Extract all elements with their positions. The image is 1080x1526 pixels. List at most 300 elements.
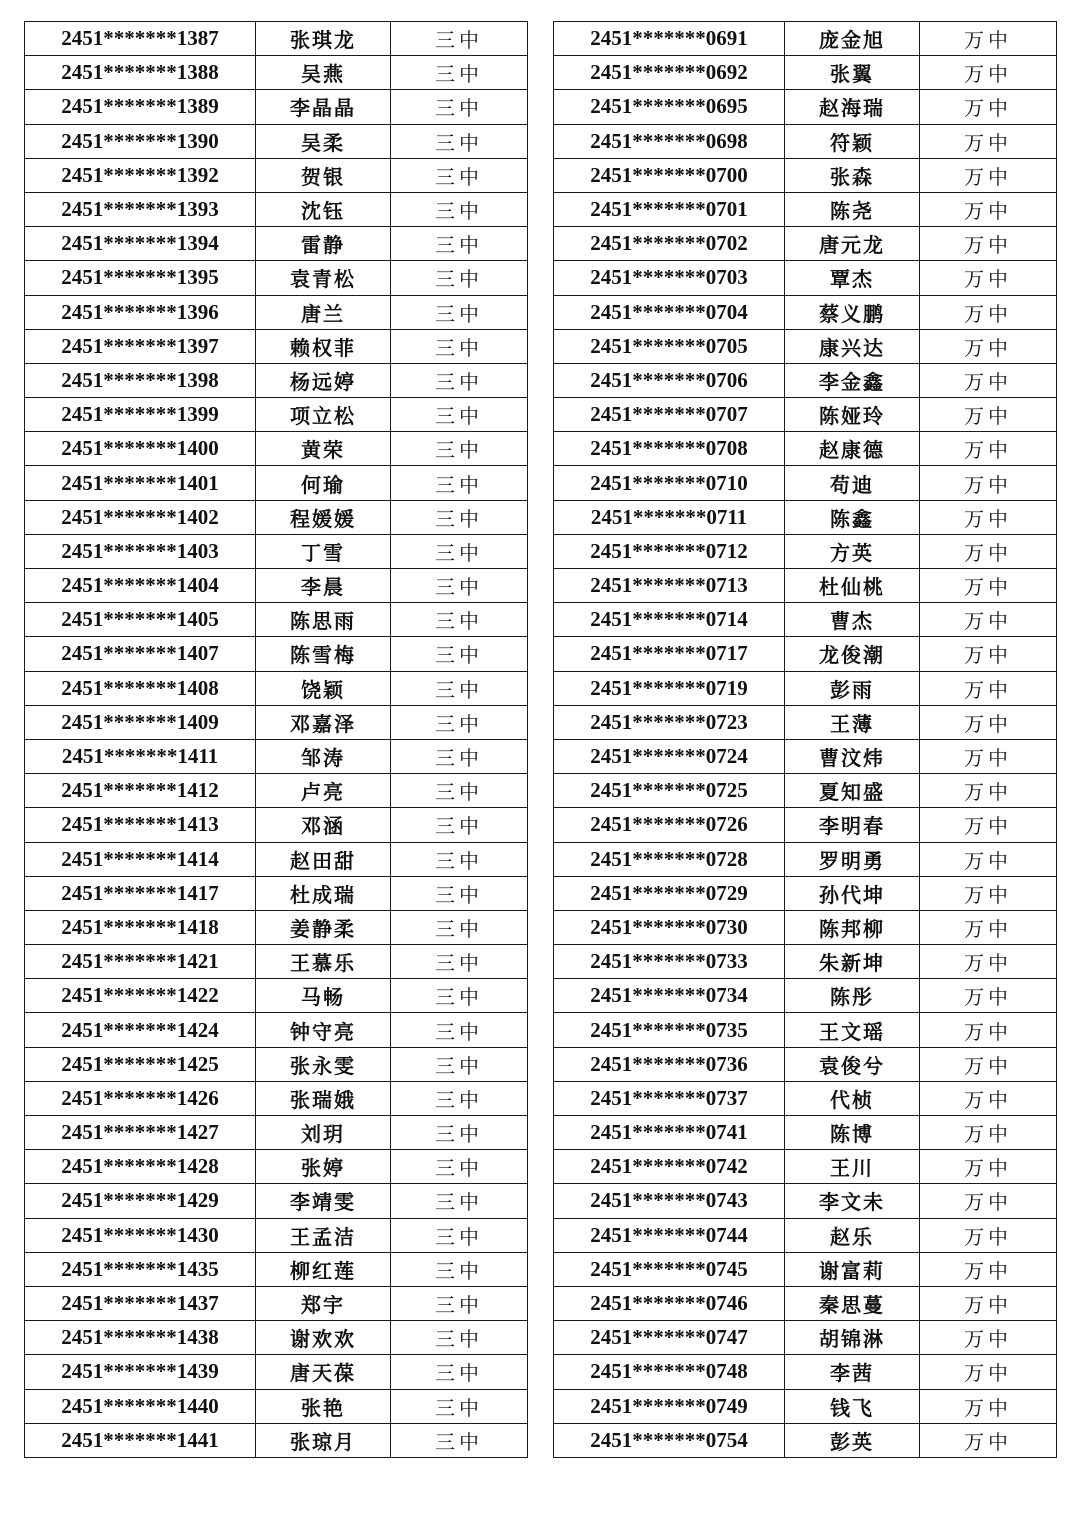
school-cell: 万中 bbox=[920, 295, 1057, 329]
student-name-cell: 胡锦淋 bbox=[785, 1321, 920, 1355]
student-name-cell: 张婷 bbox=[256, 1150, 391, 1184]
school-cell: 三中 bbox=[391, 1321, 528, 1355]
table-row bbox=[554, 1321, 1057, 1355]
school-cell: 万中 bbox=[920, 398, 1057, 432]
table-row bbox=[554, 158, 1057, 192]
student-name-cell: 谢富莉 bbox=[785, 1252, 920, 1286]
student-name-cell: 王慕乐 bbox=[256, 945, 391, 979]
student-name-cell: 曹杰 bbox=[785, 603, 920, 637]
student-id-cell: 2451*******1392 bbox=[25, 158, 256, 192]
student-name-cell: 杨远婷 bbox=[256, 363, 391, 397]
student-name-cell: 李晶晶 bbox=[256, 90, 391, 124]
student-id-cell: 2451*******1439 bbox=[25, 1355, 256, 1389]
student-id-cell: 2451*******1401 bbox=[25, 466, 256, 500]
school-cell: 三中 bbox=[391, 1116, 528, 1150]
student-id-cell: 2451*******0717 bbox=[554, 637, 785, 671]
student-id-cell: 2451*******0706 bbox=[554, 363, 785, 397]
student-id-cell: 2451*******0714 bbox=[554, 603, 785, 637]
school-cell: 三中 bbox=[391, 637, 528, 671]
school-cell: 万中 bbox=[920, 1355, 1057, 1389]
student-id-cell: 2451*******1414 bbox=[25, 842, 256, 876]
table-row bbox=[25, 739, 528, 773]
school-cell: 万中 bbox=[920, 603, 1057, 637]
student-name-cell: 陈彤 bbox=[785, 979, 920, 1013]
school-cell: 万中 bbox=[920, 1423, 1057, 1457]
student-table-right-body bbox=[554, 22, 1057, 1458]
student-name-cell: 姜静柔 bbox=[256, 910, 391, 944]
table-row bbox=[25, 637, 528, 671]
school-cell: 万中 bbox=[920, 774, 1057, 808]
student-id-cell: 2451*******0745 bbox=[554, 1252, 785, 1286]
student-id-cell: 2451*******1421 bbox=[25, 945, 256, 979]
student-name-cell: 张琪龙 bbox=[256, 22, 391, 56]
school-cell: 三中 bbox=[391, 671, 528, 705]
school-cell: 万中 bbox=[920, 1321, 1057, 1355]
school-cell: 万中 bbox=[920, 1286, 1057, 1320]
student-name-cell: 唐元龙 bbox=[785, 227, 920, 261]
student-name-cell: 庞金旭 bbox=[785, 22, 920, 56]
student-name-cell: 曹汶炜 bbox=[785, 739, 920, 773]
table-row bbox=[554, 705, 1057, 739]
school-cell: 三中 bbox=[391, 1184, 528, 1218]
student-id-cell: 2451*******0736 bbox=[554, 1047, 785, 1081]
school-cell: 万中 bbox=[920, 22, 1057, 56]
student-name-cell: 杜成瑞 bbox=[256, 876, 391, 910]
table-row bbox=[25, 808, 528, 842]
school-cell: 万中 bbox=[920, 124, 1057, 158]
school-cell: 三中 bbox=[391, 22, 528, 56]
table-row bbox=[554, 979, 1057, 1013]
student-id-cell: 2451*******1388 bbox=[25, 56, 256, 90]
student-id-cell: 2451*******0725 bbox=[554, 774, 785, 808]
school-cell: 三中 bbox=[391, 1389, 528, 1423]
school-cell: 万中 bbox=[920, 876, 1057, 910]
table-row bbox=[25, 1423, 528, 1457]
table-row bbox=[554, 945, 1057, 979]
student-name-cell: 袁俊兮 bbox=[785, 1047, 920, 1081]
student-name-cell: 何瑜 bbox=[256, 466, 391, 500]
table-row bbox=[25, 705, 528, 739]
student-name-cell: 王文瑶 bbox=[785, 1013, 920, 1047]
student-name-cell: 刘玥 bbox=[256, 1116, 391, 1150]
student-name-cell: 蔡义鹏 bbox=[785, 295, 920, 329]
student-table-left bbox=[24, 21, 528, 1458]
student-id-cell: 2451*******0733 bbox=[554, 945, 785, 979]
school-cell: 万中 bbox=[920, 569, 1057, 603]
table-row bbox=[554, 1047, 1057, 1081]
table-row bbox=[25, 945, 528, 979]
student-id-cell: 2451*******1428 bbox=[25, 1150, 256, 1184]
table-row bbox=[25, 603, 528, 637]
student-id-cell: 2451*******0748 bbox=[554, 1355, 785, 1389]
table-row bbox=[25, 227, 528, 261]
student-name-cell: 赵海瑞 bbox=[785, 90, 920, 124]
student-name-cell: 王孟洁 bbox=[256, 1218, 391, 1252]
student-name-cell: 李金鑫 bbox=[785, 363, 920, 397]
student-id-cell: 2451*******0729 bbox=[554, 876, 785, 910]
student-name-cell: 李文未 bbox=[785, 1184, 920, 1218]
school-cell: 万中 bbox=[920, 671, 1057, 705]
student-id-cell: 2451*******1435 bbox=[25, 1252, 256, 1286]
student-name-cell: 李明春 bbox=[785, 808, 920, 842]
student-name-cell: 陈鑫 bbox=[785, 500, 920, 534]
school-cell: 三中 bbox=[391, 842, 528, 876]
student-name-cell: 邓嘉泽 bbox=[256, 705, 391, 739]
table-row bbox=[25, 22, 528, 56]
school-cell: 万中 bbox=[920, 808, 1057, 842]
table-row bbox=[554, 1218, 1057, 1252]
table-row bbox=[554, 1389, 1057, 1423]
student-id-cell: 2451*******1413 bbox=[25, 808, 256, 842]
table-row bbox=[25, 1116, 528, 1150]
student-id-cell: 2451*******1397 bbox=[25, 329, 256, 363]
school-cell: 万中 bbox=[920, 1081, 1057, 1115]
table-row bbox=[25, 774, 528, 808]
school-cell: 万中 bbox=[920, 466, 1057, 500]
student-id-cell: 2451*******0708 bbox=[554, 432, 785, 466]
school-cell: 万中 bbox=[920, 261, 1057, 295]
table-row bbox=[554, 1184, 1057, 1218]
table-row bbox=[25, 1355, 528, 1389]
student-id-cell: 2451*******0701 bbox=[554, 192, 785, 226]
school-cell: 三中 bbox=[391, 1150, 528, 1184]
school-cell: 三中 bbox=[391, 1081, 528, 1115]
student-id-cell: 2451*******0730 bbox=[554, 910, 785, 944]
student-id-cell: 2451*******1393 bbox=[25, 192, 256, 226]
school-cell: 三中 bbox=[391, 1252, 528, 1286]
school-cell: 万中 bbox=[920, 1218, 1057, 1252]
student-name-cell: 罗明勇 bbox=[785, 842, 920, 876]
student-name-cell: 赵康德 bbox=[785, 432, 920, 466]
student-name-cell: 钟守亮 bbox=[256, 1013, 391, 1047]
student-id-cell: 2451*******1395 bbox=[25, 261, 256, 295]
school-cell: 三中 bbox=[391, 1286, 528, 1320]
student-name-cell: 袁青松 bbox=[256, 261, 391, 295]
student-id-cell: 2451*******1387 bbox=[25, 22, 256, 56]
table-row bbox=[554, 534, 1057, 568]
table-row bbox=[25, 398, 528, 432]
school-cell: 三中 bbox=[391, 432, 528, 466]
school-cell: 三中 bbox=[391, 1423, 528, 1457]
school-cell: 万中 bbox=[920, 500, 1057, 534]
student-id-cell: 2451*******1405 bbox=[25, 603, 256, 637]
school-cell: 三中 bbox=[391, 158, 528, 192]
table-row bbox=[25, 1184, 528, 1218]
student-id-cell: 2451*******1390 bbox=[25, 124, 256, 158]
student-table-right bbox=[553, 21, 1057, 1458]
student-name-cell: 秦思蔓 bbox=[785, 1286, 920, 1320]
student-id-cell: 2451*******0713 bbox=[554, 569, 785, 603]
student-name-cell: 赵乐 bbox=[785, 1218, 920, 1252]
table-row bbox=[25, 500, 528, 534]
student-name-cell: 张翼 bbox=[785, 56, 920, 90]
table-row bbox=[554, 876, 1057, 910]
student-id-cell: 2451*******0728 bbox=[554, 842, 785, 876]
table-row bbox=[554, 363, 1057, 397]
table-row bbox=[554, 1355, 1057, 1389]
student-name-cell: 吴燕 bbox=[256, 56, 391, 90]
table-row bbox=[25, 842, 528, 876]
student-id-cell: 2451*******1418 bbox=[25, 910, 256, 944]
student-id-cell: 2451*******1403 bbox=[25, 534, 256, 568]
student-name-cell: 陈邦柳 bbox=[785, 910, 920, 944]
school-cell: 三中 bbox=[391, 534, 528, 568]
school-cell: 三中 bbox=[391, 739, 528, 773]
table-row bbox=[25, 466, 528, 500]
student-id-cell: 2451*******1396 bbox=[25, 295, 256, 329]
student-id-cell: 2451*******1407 bbox=[25, 637, 256, 671]
student-id-cell: 2451*******1424 bbox=[25, 1013, 256, 1047]
student-name-cell: 项立松 bbox=[256, 398, 391, 432]
student-name-cell: 邹涛 bbox=[256, 739, 391, 773]
school-cell: 万中 bbox=[920, 329, 1057, 363]
student-name-cell: 张森 bbox=[785, 158, 920, 192]
table-row bbox=[554, 910, 1057, 944]
table-row bbox=[25, 876, 528, 910]
table-row bbox=[25, 124, 528, 158]
table-row bbox=[25, 1047, 528, 1081]
table-row bbox=[25, 1218, 528, 1252]
table-row bbox=[554, 569, 1057, 603]
student-name-cell: 郑宇 bbox=[256, 1286, 391, 1320]
student-name-cell: 沈钰 bbox=[256, 192, 391, 226]
table-row bbox=[554, 432, 1057, 466]
student-id-cell: 2451*******0743 bbox=[554, 1184, 785, 1218]
school-cell: 三中 bbox=[391, 500, 528, 534]
table-row bbox=[25, 432, 528, 466]
table-row bbox=[554, 466, 1057, 500]
student-id-cell: 2451*******0741 bbox=[554, 1116, 785, 1150]
school-cell: 三中 bbox=[391, 295, 528, 329]
student-id-cell: 2451*******1426 bbox=[25, 1081, 256, 1115]
student-name-cell: 张瑞娥 bbox=[256, 1081, 391, 1115]
student-name-cell: 陈思雨 bbox=[256, 603, 391, 637]
student-id-cell: 2451*******1441 bbox=[25, 1423, 256, 1457]
student-id-cell: 2451*******0711 bbox=[554, 500, 785, 534]
school-cell: 三中 bbox=[391, 1013, 528, 1047]
school-cell: 万中 bbox=[920, 192, 1057, 226]
school-cell: 三中 bbox=[391, 124, 528, 158]
student-name-cell: 方英 bbox=[785, 534, 920, 568]
school-cell: 三中 bbox=[391, 774, 528, 808]
student-id-cell: 2451*******1389 bbox=[25, 90, 256, 124]
student-name-cell: 陈娅玲 bbox=[785, 398, 920, 432]
table-row bbox=[554, 808, 1057, 842]
student-name-cell: 彭雨 bbox=[785, 671, 920, 705]
school-cell: 万中 bbox=[920, 1013, 1057, 1047]
student-name-cell: 符颖 bbox=[785, 124, 920, 158]
student-id-cell: 2451*******0726 bbox=[554, 808, 785, 842]
student-id-cell: 2451*******0691 bbox=[554, 22, 785, 56]
student-id-cell: 2451*******1425 bbox=[25, 1047, 256, 1081]
table-row bbox=[554, 398, 1057, 432]
school-cell: 万中 bbox=[920, 842, 1057, 876]
school-cell: 万中 bbox=[920, 158, 1057, 192]
student-id-cell: 2451*******1400 bbox=[25, 432, 256, 466]
school-cell: 万中 bbox=[920, 945, 1057, 979]
student-name-cell: 代桢 bbox=[785, 1081, 920, 1115]
student-id-cell: 2451*******0723 bbox=[554, 705, 785, 739]
student-name-cell: 柳红莲 bbox=[256, 1252, 391, 1286]
school-cell: 万中 bbox=[920, 1150, 1057, 1184]
table-row bbox=[25, 910, 528, 944]
student-name-cell: 李靖雯 bbox=[256, 1184, 391, 1218]
table-row bbox=[554, 739, 1057, 773]
student-name-cell: 李晨 bbox=[256, 569, 391, 603]
student-id-cell: 2451*******0692 bbox=[554, 56, 785, 90]
student-name-cell: 孙代坤 bbox=[785, 876, 920, 910]
student-name-cell: 夏知盛 bbox=[785, 774, 920, 808]
school-cell: 万中 bbox=[920, 432, 1057, 466]
table-row bbox=[25, 1389, 528, 1423]
student-id-cell: 2451*******0749 bbox=[554, 1389, 785, 1423]
school-cell: 三中 bbox=[391, 1218, 528, 1252]
student-name-cell: 李茜 bbox=[785, 1355, 920, 1389]
student-name-cell: 钱飞 bbox=[785, 1389, 920, 1423]
school-cell: 三中 bbox=[391, 398, 528, 432]
student-name-cell: 覃杰 bbox=[785, 261, 920, 295]
student-id-cell: 2451*******0754 bbox=[554, 1423, 785, 1457]
student-name-cell: 饶颖 bbox=[256, 671, 391, 705]
table-row bbox=[25, 1321, 528, 1355]
student-name-cell: 王薄 bbox=[785, 705, 920, 739]
student-id-cell: 2451*******1430 bbox=[25, 1218, 256, 1252]
table-row bbox=[554, 1252, 1057, 1286]
student-name-cell: 雷静 bbox=[256, 227, 391, 261]
table-row bbox=[554, 295, 1057, 329]
table-row bbox=[25, 1252, 528, 1286]
school-cell: 三中 bbox=[391, 705, 528, 739]
table-row bbox=[25, 1286, 528, 1320]
student-id-cell: 2451*******1394 bbox=[25, 227, 256, 261]
school-cell: 三中 bbox=[391, 261, 528, 295]
school-cell: 万中 bbox=[920, 1389, 1057, 1423]
school-cell: 三中 bbox=[391, 979, 528, 1013]
student-id-cell: 2451*******0734 bbox=[554, 979, 785, 1013]
table-row bbox=[25, 1081, 528, 1115]
student-id-cell: 2451*******0710 bbox=[554, 466, 785, 500]
table-row bbox=[554, 90, 1057, 124]
student-id-cell: 2451*******1402 bbox=[25, 500, 256, 534]
table-row bbox=[554, 56, 1057, 90]
school-cell: 三中 bbox=[391, 603, 528, 637]
student-id-cell: 2451*******0747 bbox=[554, 1321, 785, 1355]
school-cell: 三中 bbox=[391, 192, 528, 226]
school-cell: 三中 bbox=[391, 90, 528, 124]
student-id-cell: 2451*******1427 bbox=[25, 1116, 256, 1150]
school-cell: 三中 bbox=[391, 1047, 528, 1081]
student-id-cell: 2451*******0705 bbox=[554, 329, 785, 363]
table-row bbox=[554, 603, 1057, 637]
student-name-cell: 吴柔 bbox=[256, 124, 391, 158]
student-id-cell: 2451*******1429 bbox=[25, 1184, 256, 1218]
student-name-cell: 陈雪梅 bbox=[256, 637, 391, 671]
student-id-cell: 2451*******0744 bbox=[554, 1218, 785, 1252]
table-row bbox=[25, 192, 528, 226]
student-id-cell: 2451*******0704 bbox=[554, 295, 785, 329]
student-id-cell: 2451*******0702 bbox=[554, 227, 785, 261]
table-row bbox=[554, 22, 1057, 56]
student-name-cell: 朱新坤 bbox=[785, 945, 920, 979]
table-row bbox=[554, 1081, 1057, 1115]
school-cell: 万中 bbox=[920, 979, 1057, 1013]
school-cell: 万中 bbox=[920, 534, 1057, 568]
table-row bbox=[25, 569, 528, 603]
student-name-cell: 唐兰 bbox=[256, 295, 391, 329]
school-cell: 万中 bbox=[920, 1252, 1057, 1286]
table-row bbox=[554, 124, 1057, 158]
school-cell: 万中 bbox=[920, 363, 1057, 397]
table-row bbox=[554, 192, 1057, 226]
student-id-cell: 2451*******0737 bbox=[554, 1081, 785, 1115]
school-cell: 万中 bbox=[920, 1184, 1057, 1218]
student-id-cell: 2451*******1411 bbox=[25, 739, 256, 773]
school-cell: 万中 bbox=[920, 637, 1057, 671]
student-name-cell: 卢亮 bbox=[256, 774, 391, 808]
student-name-cell: 王川 bbox=[785, 1150, 920, 1184]
school-cell: 万中 bbox=[920, 910, 1057, 944]
school-cell: 万中 bbox=[920, 739, 1057, 773]
student-id-cell: 2451*******0719 bbox=[554, 671, 785, 705]
student-name-cell: 陈尧 bbox=[785, 192, 920, 226]
table-row bbox=[554, 774, 1057, 808]
table-row bbox=[554, 227, 1057, 261]
student-id-cell: 2451*******1417 bbox=[25, 876, 256, 910]
student-name-cell: 谢欢欢 bbox=[256, 1321, 391, 1355]
school-cell: 万中 bbox=[920, 56, 1057, 90]
student-id-cell: 2451*******1404 bbox=[25, 569, 256, 603]
table-row bbox=[25, 1013, 528, 1047]
student-id-cell: 2451*******0724 bbox=[554, 739, 785, 773]
table-row bbox=[554, 842, 1057, 876]
table-row bbox=[554, 1013, 1057, 1047]
student-id-cell: 2451*******1438 bbox=[25, 1321, 256, 1355]
student-name-cell: 程媛媛 bbox=[256, 500, 391, 534]
school-cell: 万中 bbox=[920, 705, 1057, 739]
table-row bbox=[25, 979, 528, 1013]
student-name-cell: 彭英 bbox=[785, 1423, 920, 1457]
school-cell: 三中 bbox=[391, 876, 528, 910]
school-cell: 三中 bbox=[391, 808, 528, 842]
student-name-cell: 陈博 bbox=[785, 1116, 920, 1150]
table-row bbox=[554, 637, 1057, 671]
school-cell: 三中 bbox=[391, 227, 528, 261]
table-row bbox=[25, 671, 528, 705]
student-id-cell: 2451*******0695 bbox=[554, 90, 785, 124]
student-id-cell: 2451*******1412 bbox=[25, 774, 256, 808]
student-name-cell: 张琼月 bbox=[256, 1423, 391, 1457]
table-row bbox=[25, 56, 528, 90]
student-id-cell: 2451*******1399 bbox=[25, 398, 256, 432]
school-cell: 万中 bbox=[920, 1116, 1057, 1150]
school-cell: 三中 bbox=[391, 1355, 528, 1389]
student-id-cell: 2451*******1440 bbox=[25, 1389, 256, 1423]
school-cell: 万中 bbox=[920, 227, 1057, 261]
table-row bbox=[25, 329, 528, 363]
table-row bbox=[554, 1116, 1057, 1150]
student-name-cell: 贺银 bbox=[256, 158, 391, 192]
table-row bbox=[25, 1150, 528, 1184]
table-row bbox=[25, 158, 528, 192]
student-id-cell: 2451*******0742 bbox=[554, 1150, 785, 1184]
table-row bbox=[25, 534, 528, 568]
school-cell: 万中 bbox=[920, 90, 1057, 124]
student-name-cell: 赖权菲 bbox=[256, 329, 391, 363]
table-row bbox=[554, 671, 1057, 705]
school-cell: 三中 bbox=[391, 945, 528, 979]
student-id-cell: 2451*******0707 bbox=[554, 398, 785, 432]
student-name-cell: 马畅 bbox=[256, 979, 391, 1013]
